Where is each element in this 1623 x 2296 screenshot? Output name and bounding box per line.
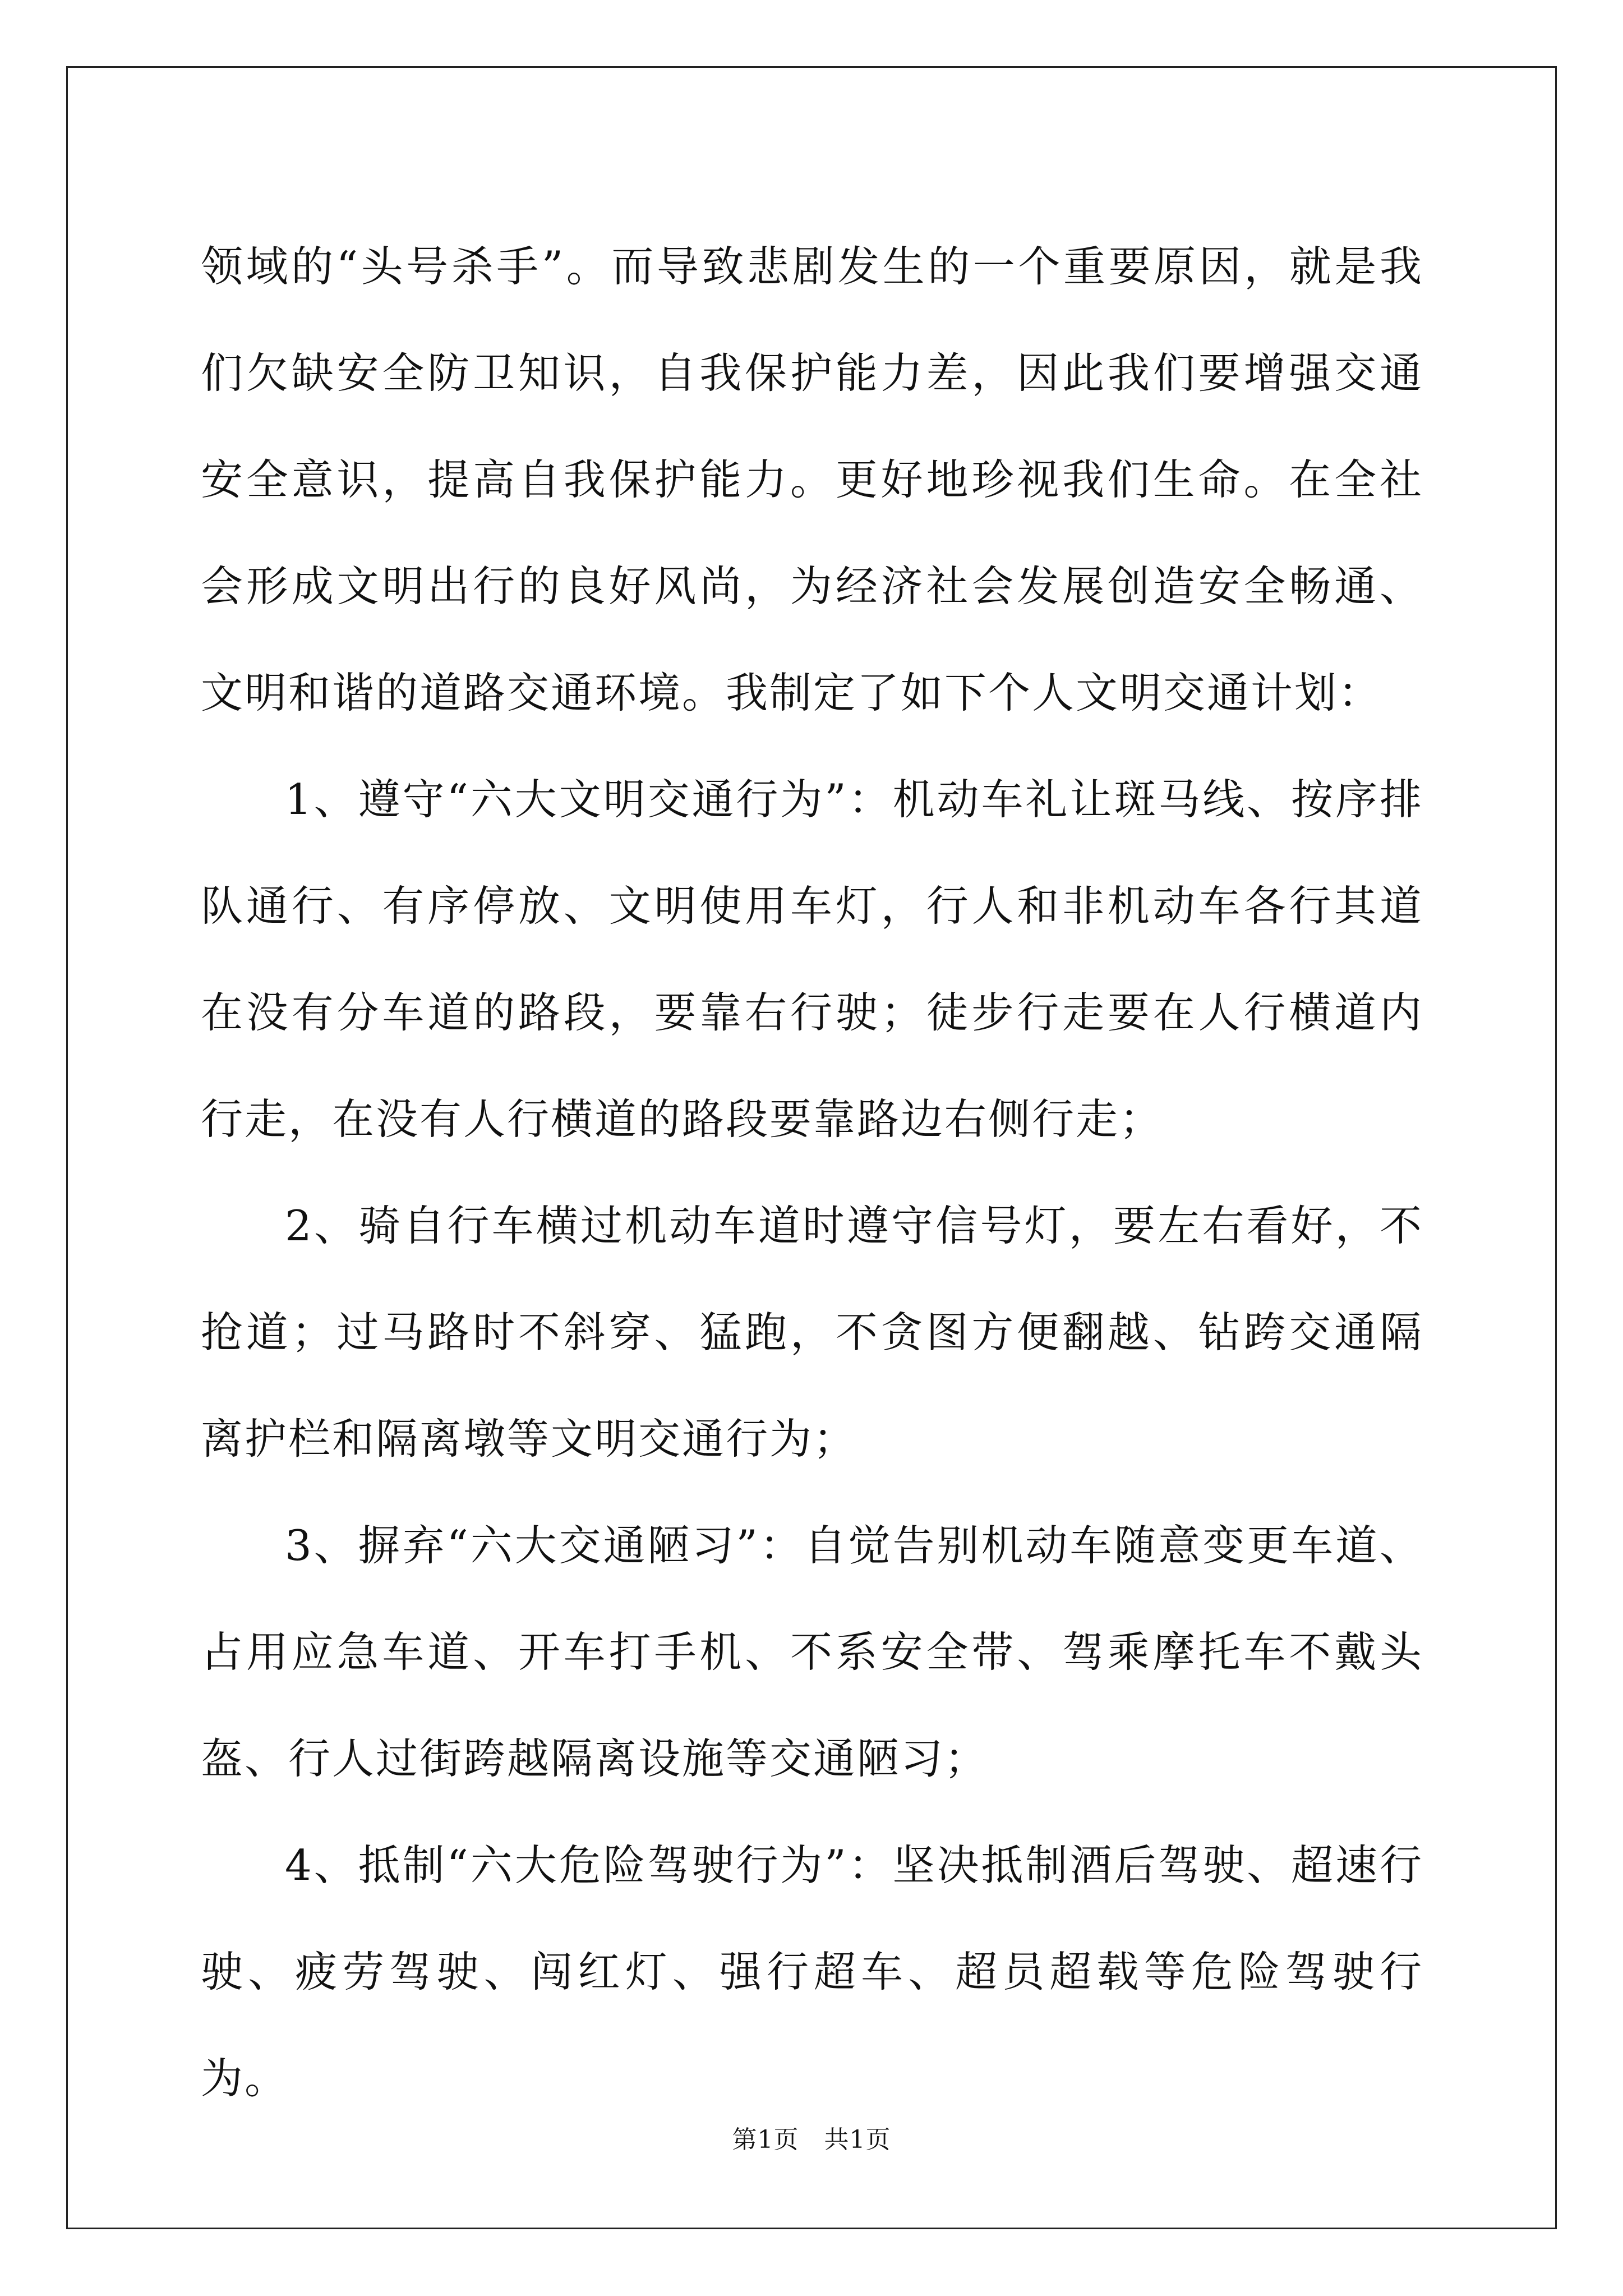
paragraph-intro: 领域的“头号杀手”。而导致悲剧发生的一个重要原因，就是我们欠缺安全防卫知识，自我保护能力差，因此我们要增强交通安全意识，提高自我保护能力。更好地珍视我们生命。在全社会形成文明出行的良好风尚，为经济社会发展创造安全畅通、文明和谐的道路交通环境。我制定了如下个人文明交通计划： (201, 242, 1423, 717)
paragraph-item-2: 2、骑自行车横过机动车道时遵守信号灯，要左右看好，不抢道；过马路时不斜穿、猛跑，不贪图方便翻越、钻跨交通隔离护栏和隔离墩等文明交通行为； (201, 1201, 1423, 1464)
paragraph-item-1: 1、遵守“六大文明交通行为”：机动车礼让斑马线、按序排队通行、有序停放、文明使用车灯，行人和非机动车各行其道在没有分车道的路段，要靠右行驶；徒步行走要在人行横道内行走，在没有人行横道的路段要靠路边右侧行走； (201, 775, 1423, 1144)
page-number: 第1页 (732, 2125, 799, 2154)
footer-gap (799, 2125, 824, 2154)
paragraph-item-3: 3、摒弃“六大交通陋习”：自觉告别机动车随意变更车道、占用应急车道、开车打手机、不系安全带、驾乘摩托车不戴头盔、行人过街跨越隔离设施等交通陋习； (201, 1521, 1423, 1783)
page-footer (0, 2123, 1623, 2157)
page-total: 共1页 (824, 2125, 891, 2154)
document-body (201, 213, 1423, 2132)
paragraph-item-4: 4、抵制“六大危险驾驶行为”：坚决抵制酒后驾驶、超速行驶、疲劳驾驶、闯红灯、强行超车、超员超载等危险驾驶行为。 (201, 1841, 1423, 2103)
